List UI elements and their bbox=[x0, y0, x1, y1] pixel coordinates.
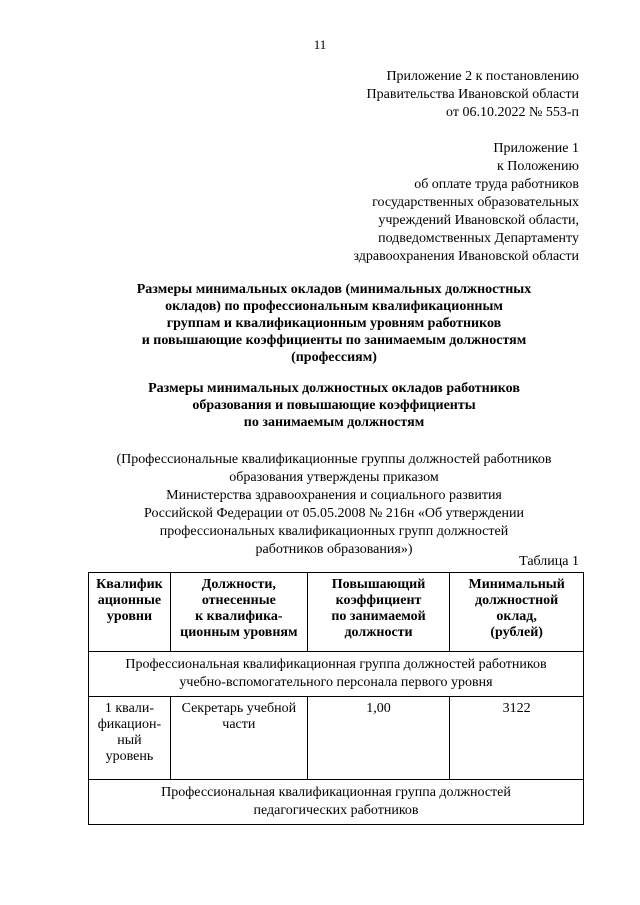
page-number: 11 bbox=[313, 37, 327, 52]
title-line: (профессиям) bbox=[291, 350, 377, 365]
source-note bbox=[0, 451, 640, 559]
header-min-salary: Минимальный должностной оклад, (рублей) bbox=[450, 573, 584, 652]
note-line: Российской Федерации от 05.05.2008 № 216н «Об утверждении bbox=[144, 506, 524, 521]
appendix-1-line: подведомственных Департаменту bbox=[378, 231, 579, 246]
group-heading-teaching-staff: Профессиональная квалификационная группа должностей педагогических работников bbox=[89, 780, 584, 825]
header-qualification-level: Квалифик ационные уровни bbox=[89, 573, 171, 652]
header-positions: Должности, отнесенные к квалифика- ционным уровням bbox=[170, 573, 307, 652]
title-line: Размеры минимальных окладов (минимальных должностных bbox=[136, 282, 532, 297]
note-line: работников образования») bbox=[255, 542, 413, 557]
cell-position: Секретарь учебной части bbox=[170, 697, 307, 780]
title-line: окладов) по профессиональным квалификационным bbox=[165, 299, 503, 314]
table-group-row bbox=[89, 780, 584, 825]
appendix-2-reference bbox=[367, 68, 579, 122]
header-coefficient: Повышающий коэффициент по занимаемой должности bbox=[307, 573, 450, 652]
appendix-1-line: государственных образовательных bbox=[372, 195, 579, 210]
appendix-1-line: к Положению bbox=[496, 159, 579, 174]
table-group-row bbox=[89, 652, 584, 697]
table-label: Таблица 1 bbox=[519, 554, 579, 569]
appendix-2-line: от 06.10.2022 № 553-п bbox=[446, 105, 579, 120]
appendix-2-line: Приложение 2 к постановлению bbox=[386, 69, 579, 84]
table-header-row bbox=[89, 573, 584, 652]
note-line: Министерства здравоохранения и социального развития bbox=[166, 488, 502, 503]
table-row bbox=[89, 697, 584, 780]
appendix-1-line: Приложение 1 bbox=[493, 141, 579, 156]
subtitle-line: Размеры минимальных должностных окладов работников bbox=[148, 381, 520, 396]
salary-table bbox=[88, 572, 584, 825]
appendix-1-line: здравоохранения Ивановской области bbox=[353, 249, 579, 264]
title-line: и повышающие коэффициенты по занимаемым должностям bbox=[141, 333, 527, 348]
note-line: профессиональных квалификационных групп должностей bbox=[159, 524, 509, 539]
subtitle-line: по занимаемым должностям bbox=[243, 415, 425, 430]
note-line: образования утверждены приказом bbox=[229, 470, 439, 485]
cell-coefficient: 1,00 bbox=[307, 697, 450, 780]
section-subtitle bbox=[0, 380, 640, 431]
appendix-1-line: учреждений Ивановской области, bbox=[378, 213, 579, 228]
cell-qualification-level: 1 квали- фикацион- ный уровень bbox=[89, 697, 171, 780]
title-line: группам и квалификационным уровням работников bbox=[166, 316, 502, 331]
group-heading-support-staff: Профессиональная квалификационная группа должностей работников учебно-вспомогательного персонала первого уровня bbox=[89, 652, 584, 697]
appendix-1-reference bbox=[354, 140, 580, 266]
note-line: (Профессиональные квалификационные группы должностей работников bbox=[116, 452, 552, 467]
cell-min-salary: 3122 bbox=[450, 697, 584, 780]
subtitle-line: образования и повышающие коэффициенты bbox=[192, 398, 476, 413]
appendix-2-line: Правительства Ивановской области bbox=[366, 87, 579, 102]
appendix-1-line: об оплате труда работников bbox=[414, 177, 579, 192]
document-title bbox=[0, 281, 640, 366]
